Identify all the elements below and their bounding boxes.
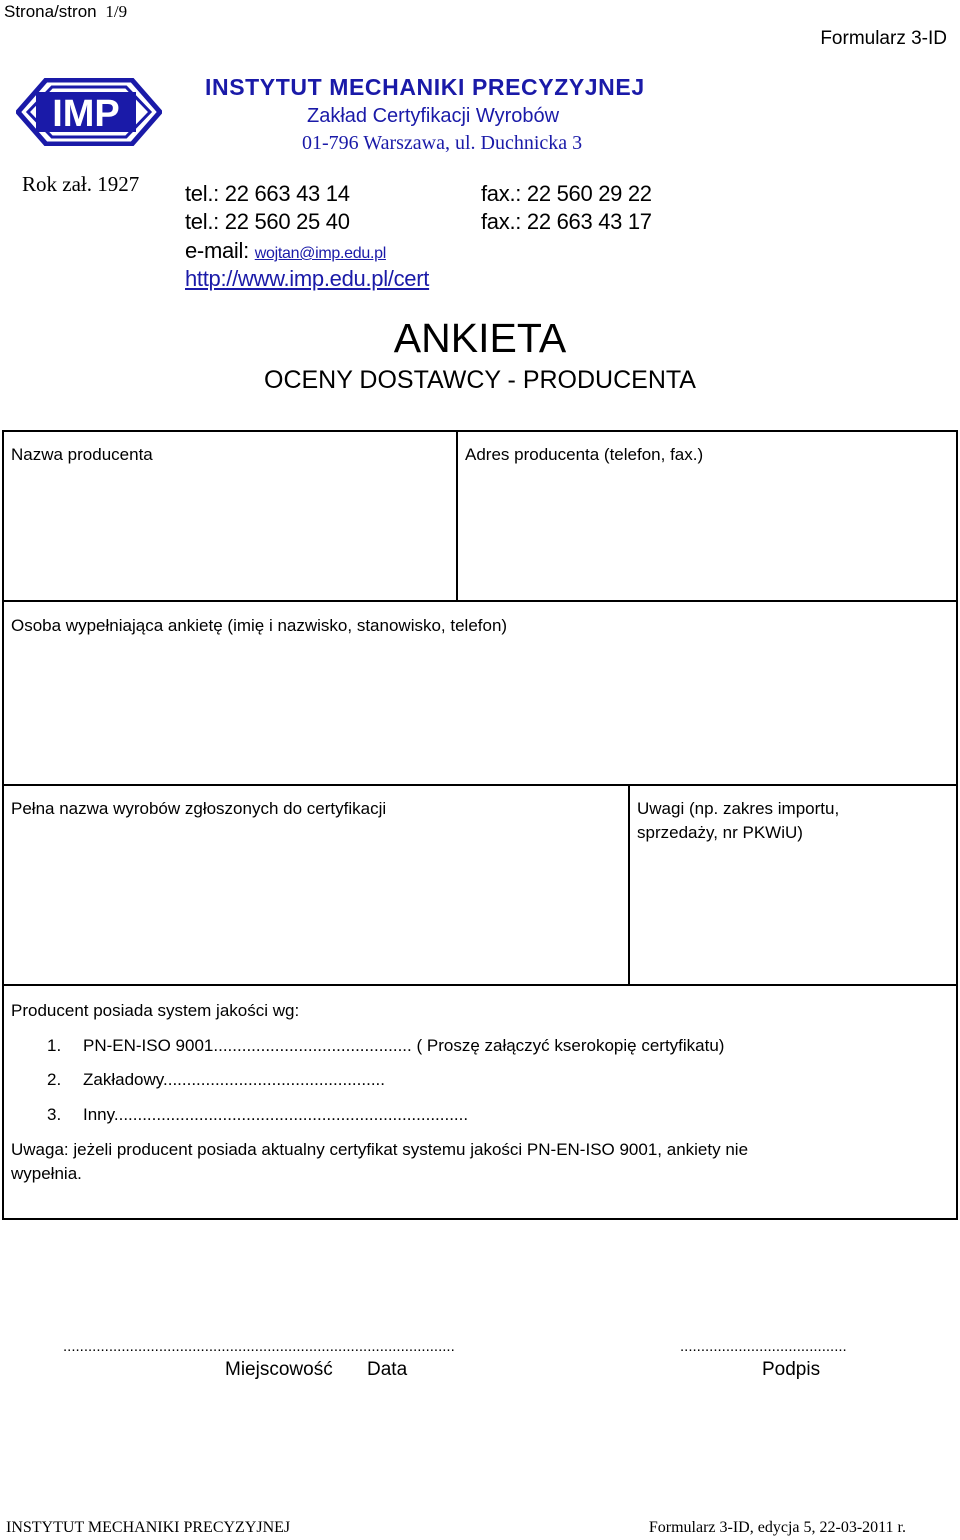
page-counter	[4, 2, 127, 22]
place-label: Miejscowość	[225, 1359, 333, 1380]
signature-label: Podpis	[762, 1359, 821, 1380]
email-label: e-mail:	[185, 238, 249, 263]
respondent-field[interactable]: Osoba wypełniająca ankietę (imię i nazwisko, stanowisko, telefon)	[11, 616, 508, 635]
website-link[interactable]: http://www.imp.edu.pl/cert	[185, 266, 430, 291]
option-other[interactable]: 3. Inny...........................................................................	[47, 1105, 469, 1124]
tel-1: tel.: 22 663 43 14	[185, 181, 350, 206]
page-label: Strona/stron	[4, 2, 97, 21]
divider-horizontal-3	[2, 984, 958, 986]
option-iso9001[interactable]: 1. PN-EN-ISO 9001.......................................... ( Proszę załączyć kserokopię certyfikatu)	[47, 1036, 725, 1055]
founded-year: Rok zał. 1927	[22, 172, 140, 196]
form-title: ANKIETA	[393, 315, 567, 361]
signature-line[interactable]: ........................................	[680, 1338, 847, 1355]
email-link[interactable]: wojtan@imp.edu.pl	[254, 245, 386, 262]
form-id: Formularz 3-ID	[820, 28, 947, 49]
form-subtitle: OCENY DOSTAWCY - PRODUCENTA	[264, 366, 696, 394]
products-field[interactable]: Pełna nazwa wyrobów zgłoszonych do certyfikacji	[11, 799, 387, 818]
tel-2: tel.: 22 560 25 40	[185, 209, 350, 234]
remarks-field-line1[interactable]: Uwagi (np. zakres importu,	[637, 799, 840, 818]
footer-form-edition: Formularz 3-ID, edycja 5, 22-03-2011 r.	[648, 1519, 906, 1536]
logo-text: IMP	[52, 93, 120, 135]
divider-horizontal-2	[2, 784, 958, 786]
page-number: 1/9	[105, 2, 128, 21]
institute-name: INSTYTUT MECHANIKI PRECYZYJNEJ	[205, 74, 645, 100]
fax-1: fax.: 22 560 29 22	[481, 181, 652, 206]
place-date-line[interactable]: ..............................................................................................	[63, 1338, 455, 1355]
imp-logo	[16, 78, 162, 146]
quality-system-label: Producent posiada system jakości wg:	[11, 1001, 300, 1020]
divider-vertical-1	[456, 430, 458, 602]
form-frame	[2, 430, 958, 1220]
note-line1: Uwaga: jeżeli producent posiada aktualny certyfikat systemu jakości PN-EN-ISO 9001, ankiety nie	[11, 1140, 749, 1159]
institute-department: Zakład Certyfikacji Wyrobów	[307, 105, 560, 127]
note-line2: wypełnia.	[11, 1164, 82, 1183]
email-row	[185, 238, 386, 264]
producer-name-field[interactable]: Nazwa producenta	[11, 445, 153, 464]
date-label: Data	[367, 1359, 408, 1380]
institute-address: 01-796 Warszawa, ul. Duchnicka 3	[302, 132, 583, 154]
remarks-field-line2: sprzedaży, nr PKWiU)	[637, 823, 803, 842]
divider-horizontal-1	[2, 600, 958, 602]
producer-address-field[interactable]: Adres producenta (telefon, fax.)	[465, 445, 704, 464]
divider-vertical-2	[628, 784, 630, 984]
footer-institute: INSTYTUT MECHANIKI PRECYZYJNEJ	[6, 1519, 291, 1536]
fax-2: fax.: 22 663 43 17	[481, 209, 652, 234]
option-internal[interactable]: 2. Zakładowy...............................................	[47, 1070, 385, 1089]
